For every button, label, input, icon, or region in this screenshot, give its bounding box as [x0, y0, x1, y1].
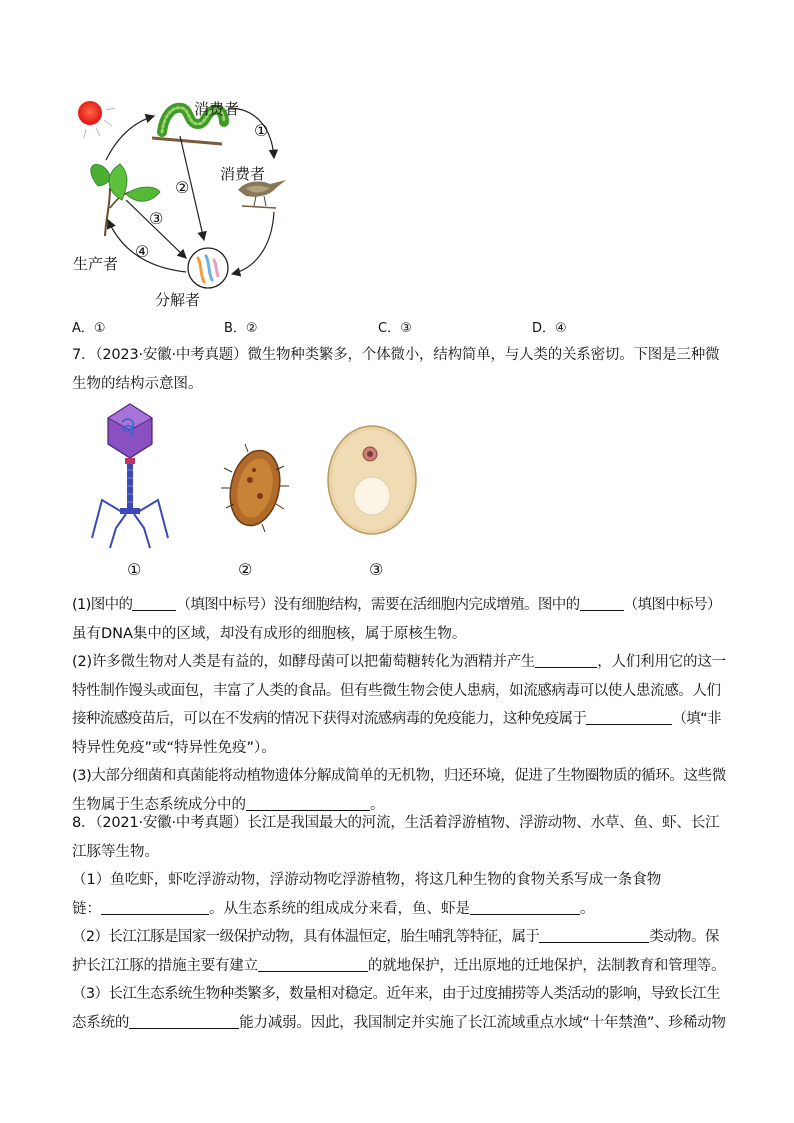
- answer-blank[interactable]: [586, 708, 672, 725]
- label-producer: 生产者: [73, 255, 119, 273]
- q7-part2-line-2: 特性制作馒头或面包，丰富了人类的食品。但有些微生物会使人患病，如流感病毒可以使人患流感。人们: [72, 682, 721, 699]
- text: 接种流感疫苗后，可以在不发病的情况下获得对流感病毒的免疫能力，这种免疫属于: [72, 711, 587, 727]
- text: 链：: [72, 900, 101, 917]
- option-letter: D．: [532, 321, 556, 336]
- arrow-number-4: ④: [135, 242, 150, 261]
- text: 生物属于生态系统成分中的: [72, 796, 246, 813]
- ecosystem-figure: [60, 88, 320, 313]
- microbe-label-3: ③: [369, 560, 384, 579]
- q8-question: [72, 809, 726, 1037]
- option-a[interactable]: [72, 317, 106, 336]
- answer-blank[interactable]: [258, 955, 368, 972]
- text: (1)图中的: [72, 597, 133, 613]
- label-decomposer: 分解者: [155, 291, 201, 309]
- option-c[interactable]: [378, 317, 412, 336]
- q8-part1-line-2: [72, 895, 726, 924]
- arrow-number-3: ③: [149, 209, 164, 228]
- q8-part2-line-1: [72, 923, 726, 952]
- label-consumer-1: 消费者: [194, 100, 240, 118]
- q8-part2-line-2: [72, 952, 726, 981]
- text: 能力减弱。因此，我国制定并实施了长江流域重点水域“十年禁渔”、珍稀动物: [239, 1014, 726, 1031]
- text: 护长江江豚的措施主要有建立: [72, 957, 258, 974]
- text: 。: [580, 900, 595, 917]
- q8-stem-line-1: 8．（2021·安徽·中考真题）长江是我国最大的河流，生活着浮游植物、浮游动物、水草、鱼、虾、长江: [72, 815, 720, 831]
- text: 。从生态系统的组成成分来看，鱼、虾是: [209, 900, 470, 917]
- q7-subquestions: [72, 591, 726, 819]
- virus-icon: [92, 404, 168, 548]
- ecosystem-diagram: [60, 88, 320, 313]
- option-letter: A．: [72, 321, 94, 336]
- arrow-number-2: ②: [175, 178, 190, 197]
- option-b[interactable]: [224, 317, 258, 336]
- answer-blank[interactable]: [129, 1012, 239, 1029]
- answer-blank[interactable]: [101, 898, 209, 915]
- bacterium-icon: [221, 444, 289, 532]
- q7-part1-line-1: [72, 591, 726, 620]
- microbe-label-1: ①: [127, 560, 142, 579]
- option-text: ④: [555, 321, 567, 336]
- text: （填图中标号）没有细胞结构，需要在活细胞内完成增殖。图中的: [176, 597, 580, 613]
- q7-part3-line-1: (3)大部分细菌和真菌能将动植物遗体分解成简单的无机物，归还环境，促进了生物圈物质的循环。这些微: [72, 768, 726, 784]
- q7-part2-line-4: 特异性免疫”或“特异性免疫”）。: [72, 739, 276, 756]
- yeast-icon: [328, 426, 416, 534]
- option-letter: B．: [224, 321, 246, 336]
- option-d[interactable]: [532, 317, 567, 336]
- option-text: ①: [93, 321, 106, 336]
- text: （填“非: [672, 711, 721, 727]
- q8-part3-line-2: [72, 1009, 726, 1038]
- answer-blank[interactable]: [580, 594, 624, 611]
- sun-icon: [78, 101, 115, 138]
- q7-part2-line-1: [72, 648, 726, 677]
- q7-stem: [72, 341, 726, 398]
- label-consumer-2: 消费者: [220, 165, 266, 183]
- text: ，人们利用它的这一: [597, 654, 726, 670]
- q8-part1-line-1: （1）鱼吃虾，虾吃浮游动物，浮游动物吃浮游植物，将这几种生物的食物关系写成一条食物: [72, 872, 662, 888]
- microbe-diagram: [80, 400, 440, 580]
- q8-part3-line-1: （3）长江生态系统生物种类繁多，数量相对稳定。近年来，由于过度捕捞等人类活动的影响，导致长江生: [72, 986, 721, 1002]
- text: （填图中标号）: [623, 597, 721, 613]
- text: 类动物。保: [649, 929, 719, 945]
- q7-stem-line-2: 生物的结构示意图。: [72, 375, 203, 392]
- decomposer-icon: [188, 248, 228, 288]
- answer-blank[interactable]: [246, 794, 370, 811]
- q6-options: [72, 317, 726, 337]
- bird-icon: [238, 180, 286, 208]
- option-letter: C．: [378, 321, 401, 336]
- arrow-number-1: ①: [254, 121, 269, 140]
- answer-blank[interactable]: [535, 651, 597, 668]
- q8-stem-line-2: 江豚等生物。: [72, 843, 159, 860]
- text: （2）长江江豚是国家一级保护动物，具有体温恒定，胎生哺乳等特征，属于: [72, 929, 540, 945]
- microbe-label-2: ②: [238, 560, 253, 579]
- option-text: ③: [400, 321, 412, 336]
- option-text: ②: [245, 321, 258, 336]
- microbe-figure: [80, 400, 440, 580]
- answer-blank[interactable]: [539, 926, 649, 943]
- text: (2)许多微生物对人类是有益的，如酵母菌可以把葡萄糖转化为酒精并产生: [72, 654, 536, 670]
- text: 态系统的: [72, 1014, 130, 1031]
- q7-part2-line-3: [72, 705, 726, 734]
- text: 的就地保护，迁出原地的迁地保护，法制教育和管理等。: [367, 957, 726, 974]
- q7-part1-line-2: 虽有DNA集中的区域，却没有成形的细胞核，属于原核生物。: [72, 625, 467, 642]
- answer-blank[interactable]: [132, 594, 176, 611]
- q7-stem-line-1: 7．（2023·安徽·中考真题）微生物种类繁多，个体微小，结构简单，与人类的关系密切。下图是三种微: [72, 347, 720, 363]
- text: 。: [370, 796, 385, 813]
- answer-blank[interactable]: [470, 898, 580, 915]
